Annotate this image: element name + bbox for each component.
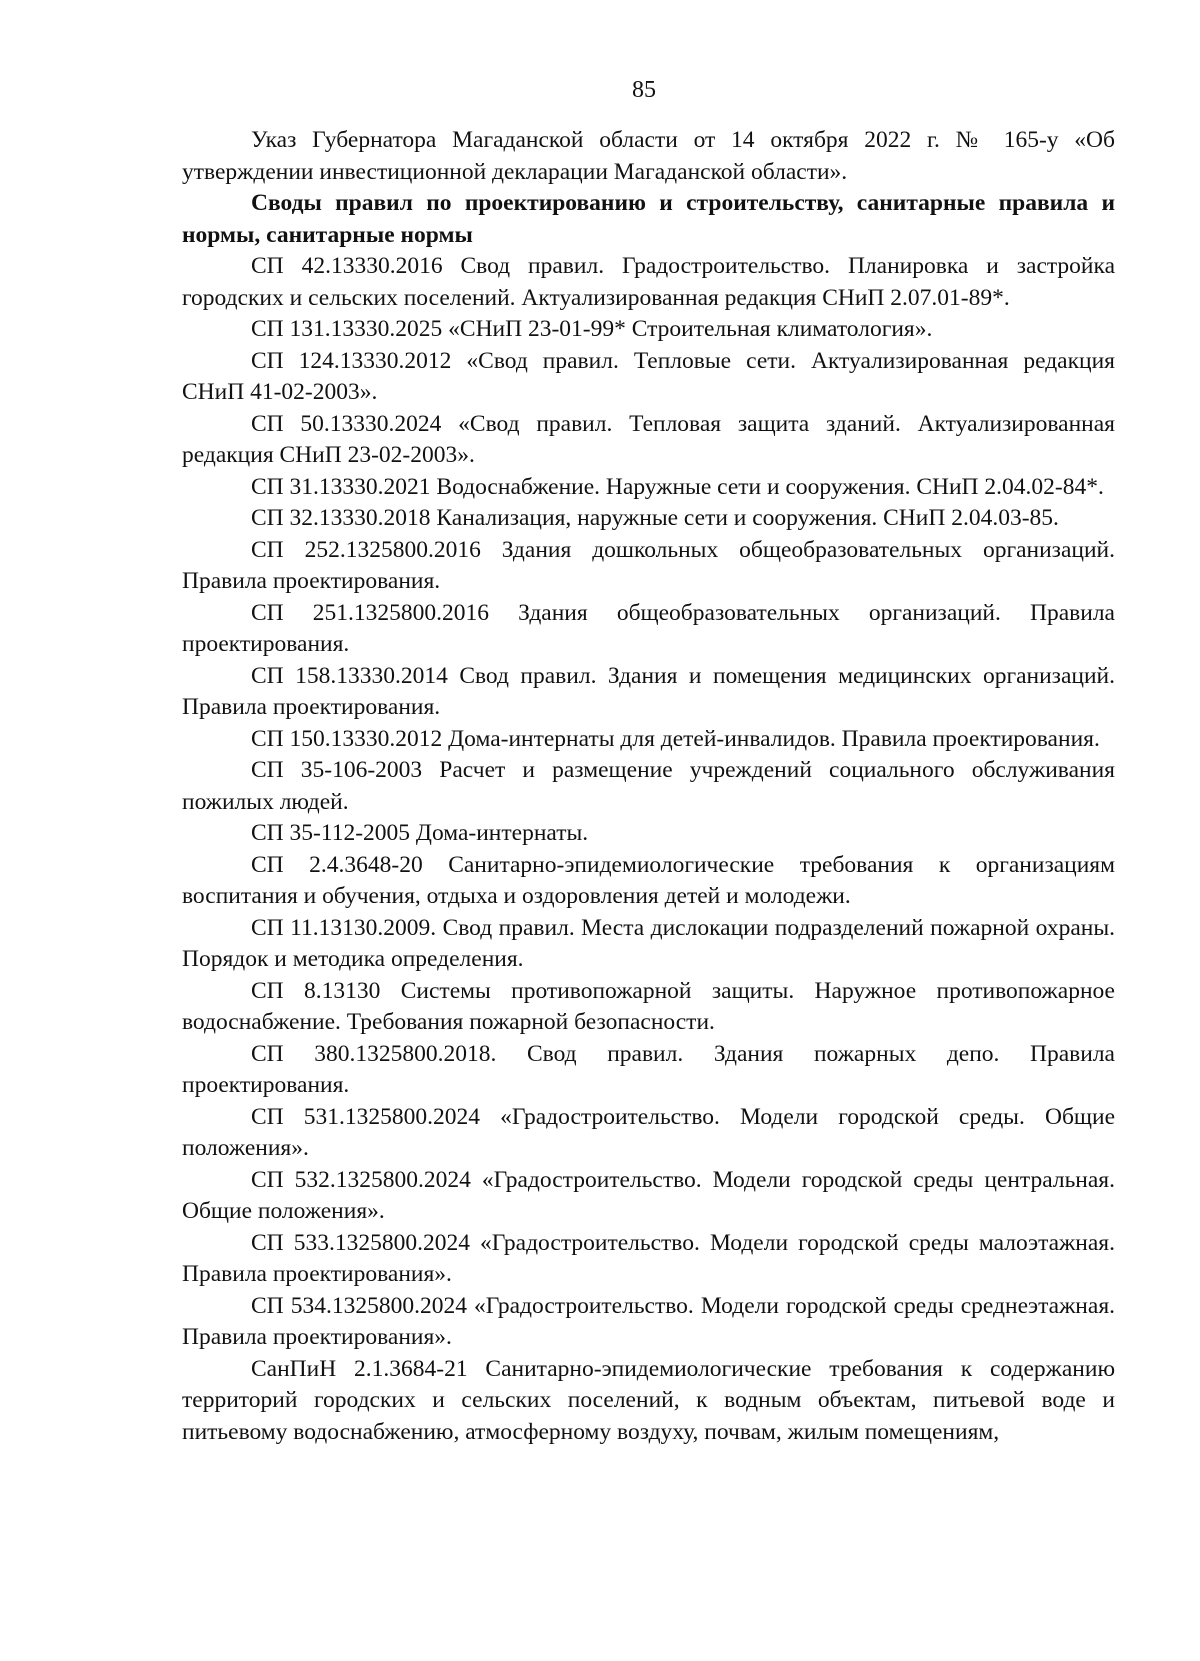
paragraph: СП 251.1325800.2016 Здания общеобразовательных организаций. Правила проектирования. <box>182 599 1115 657</box>
paragraph: СП 532.1325800.2024 «Градостроительство. Модели городской среды центральная. Общие положения». <box>182 1166 1115 1224</box>
paragraph: СП 533.1325800.2024 «Градостроительство. Модели городской среды малоэтажная. Правила проектирования». <box>182 1229 1115 1287</box>
paragraph: Указ Губернатора Магаданской области от 14 октября 2022 г. № 165-у «Об утверждении инвестиционной декларации Магаданской области». <box>182 127 1115 185</box>
paragraph: СП 11.13130.2009. Свод правил. Места дислокации подразделений пожарной охраны. Порядок и методика определения. <box>182 914 1115 972</box>
paragraph: СП 35-106-2003 Расчет и размещение учреждений социального обслуживания пожилых людей. <box>182 757 1115 815</box>
paragraph: СП 32.13330.2018 Канализация, наружные сети и сооружения. СНиП 2.04.03-85. <box>251 505 1059 531</box>
paragraph: СП 534.1325800.2024 «Градостроительство. Модели городской среды среднеэтажная. Правила проектирования». <box>182 1292 1115 1350</box>
paragraph: СП 31.13330.2021 Водоснабжение. Наружные сети и сооружения. СНиП 2.04.02-84*. <box>251 473 1104 500</box>
paragraph: СП 380.1325800.2018. Свод правил. Здания пожарных депо. Правила проектирования. <box>182 1040 1115 1098</box>
paragraph: СП 531.1325800.2024 «Градостроительство. Модели городской среды. Общие положения». <box>182 1103 1115 1161</box>
document-body <box>182 125 1115 1448</box>
paragraph: СП 150.13330.2012 Дома-интернаты для детей-инвалидов. Правила проектирования. <box>251 725 1100 752</box>
paragraph: СП 42.13330.2016 Свод правил. Градостроительство. Планировка и застройка городских и сельских поселений. Актуализированная редакция СНиП 2.07.01-89*. <box>182 253 1115 311</box>
paragraph: СП 50.13330.2024 «Свод правил. Тепловая защита зданий. Актуализированная редакция СНиП 23-02-2003». <box>182 410 1115 468</box>
paragraph: СП 35-112-2005 Дома-интернаты. <box>251 820 589 846</box>
paragraph: СП 124.13330.2012 «Свод правил. Тепловые сети. Актуализированная редакция СНиП 41-02-2003». <box>182 347 1115 405</box>
paragraph: СП 2.4.3648-20 Санитарно-эпидемиологические требования к организациям воспитания и обучения, отдыха и оздоровления детей и молодежи. <box>182 851 1115 909</box>
paragraph: СанПиН 2.1.3684-21 Санитарно-эпидемиологические требования к содержанию территорий городских и сельских поселений, к водным объектам, питьевой воде и питьевому водоснабжению, атмосферному воздуху, почвам, жилым помещениям, <box>182 1355 1115 1445</box>
section-heading: Своды правил по проектированию и строительству, санитарные правила и нормы, санитарные нормы <box>182 190 1115 248</box>
paragraph: СП 8.13130 Системы противопожарной защиты. Наружное противопожарное водоснабжение. Требования пожарной безопасности. <box>182 977 1115 1035</box>
page-number: 85 <box>632 77 656 103</box>
paragraph: СП 131.13330.2025 «СНиП 23-01-99* Строительная климатология». <box>251 316 933 342</box>
paragraph: СП 252.1325800.2016 Здания дошкольных общеобразовательных организаций. Правила проектирования. <box>182 536 1115 594</box>
paragraph: СП 158.13330.2014 Свод правил. Здания и помещения медицинских организаций. Правила проектирования. <box>182 662 1115 720</box>
